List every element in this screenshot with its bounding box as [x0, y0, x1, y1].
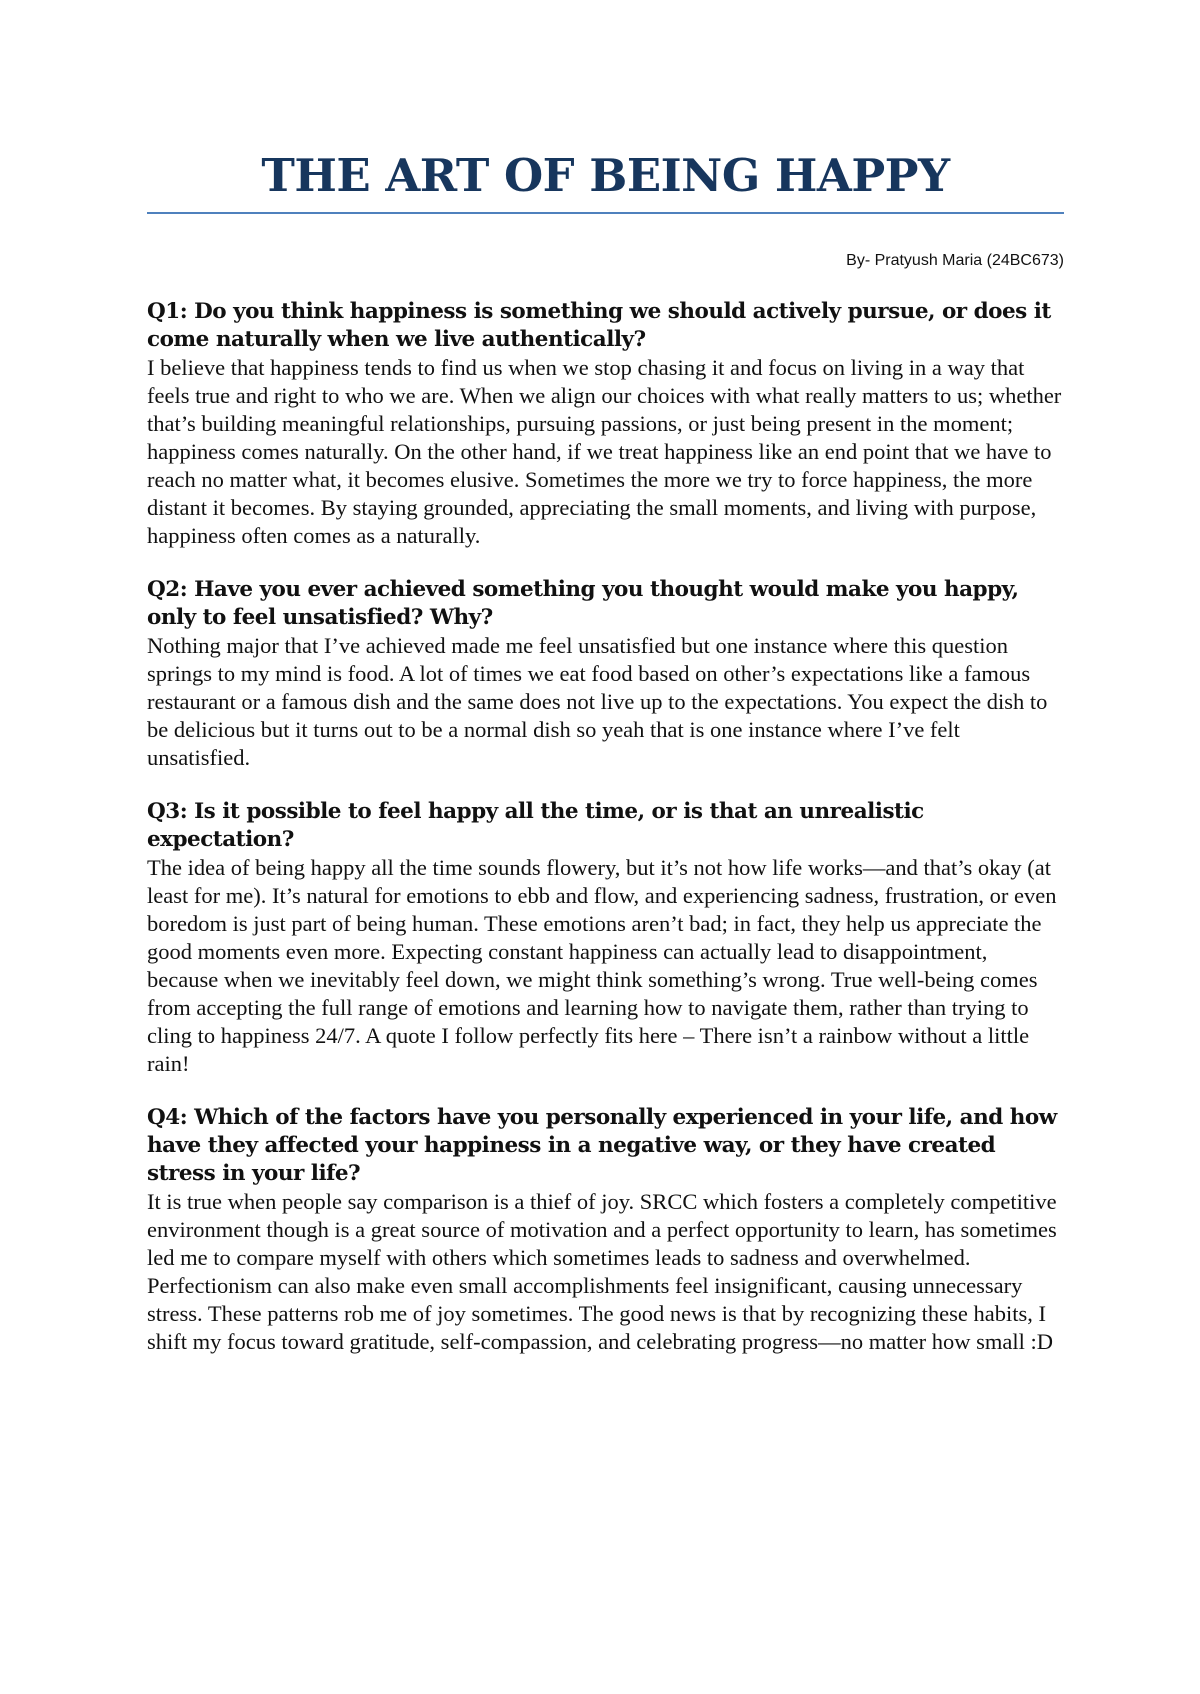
qa-block-1	[147, 298, 1064, 550]
question-1: Q1: Do you think happiness is something we should actively pursue, or does it come naturally when we live authentically?	[147, 299, 1051, 352]
answer-2: Nothing major that I’ve achieved made me feel unsatisfied but one instance where this question springs to my mind is food. A lot of times we eat food based on other’s expectations like a famous restaurant or a famous dish and the same does not live up to the expectations. You expect the dish to be delicious but it turns out to be a normal dish so yeah that is one instance where I’ve felt unsatisfied.	[147, 633, 1048, 770]
document-page	[147, 145, 1064, 1356]
question-3: Q3: Is it possible to feel happy all the time, or is that an unrealistic expectation?	[147, 799, 924, 852]
author-byline: By- Pratyush Maria (24BC673)	[846, 252, 1064, 269]
answer-3: The idea of being happy all the time sounds flowery, but it’s not how life works—and that’s okay (at least for me). It’s natural for emotions to ebb and flow, and experiencing sadness, frustration, or even boredom is just part of being human. These emotions aren’t bad; in fact, they help us appreciate the good moments even more. Expecting constant happiness can actually lead to disappointment, because when we inevitably feel down, we might think something’s wrong. True well-being comes from accepting the full range of emotions and learning how to navigate them, rather than trying to cling to happiness 24/7. A quote I follow perfectly fits here – There isn’t a rainbow without a little rain!	[147, 855, 1057, 1076]
title-underline-rule	[147, 212, 1064, 214]
qa-block-4	[147, 1104, 1064, 1356]
answer-4: It is true when people say comparison is a thief of joy. SRCC which fosters a completely competitive environment though is a great source of motivation and a perfect opportunity to learn, has sometimes led me to compare myself with others which sometimes leads to sadness and overwhelmed. Perfectionism can also make even small accomplishments feel insignificant, causing unnecessary stress. These patterns rob me of joy sometimes. The good news is that by recognizing these habits, I shift my focus toward gratitude, self-compassion, and celebrating progress—no matter how small :D	[147, 1189, 1057, 1354]
qa-block-2	[147, 576, 1064, 772]
question-4: Q4: Which of the factors have you personally experienced in your life, and how have they affected your happiness in a negative way, or they have created stress in your life?	[147, 1105, 1057, 1186]
document-title: THE ART OF BEING HAPPY	[261, 149, 950, 202]
answer-1: I believe that happiness tends to find us when we stop chasing it and focus on living in a way that feels true and right to who we are. When we align our choices with what really matters to us; whether that’s building meaningful relationships, pursuing passions, or just being present in the moment; happiness comes naturally. On the other hand, if we treat happiness like an end point that we have to reach no matter what, it becomes elusive. Sometimes the more we try to force happiness, the more distant it becomes. By staying grounded, appreciating the small moments, and living with purpose, happiness often comes as a naturally.	[147, 355, 1062, 548]
question-2: Q2: Have you ever achieved something you thought would make you happy, only to feel unsatisfied? Why?	[147, 577, 1019, 630]
qa-block-3	[147, 798, 1064, 1078]
